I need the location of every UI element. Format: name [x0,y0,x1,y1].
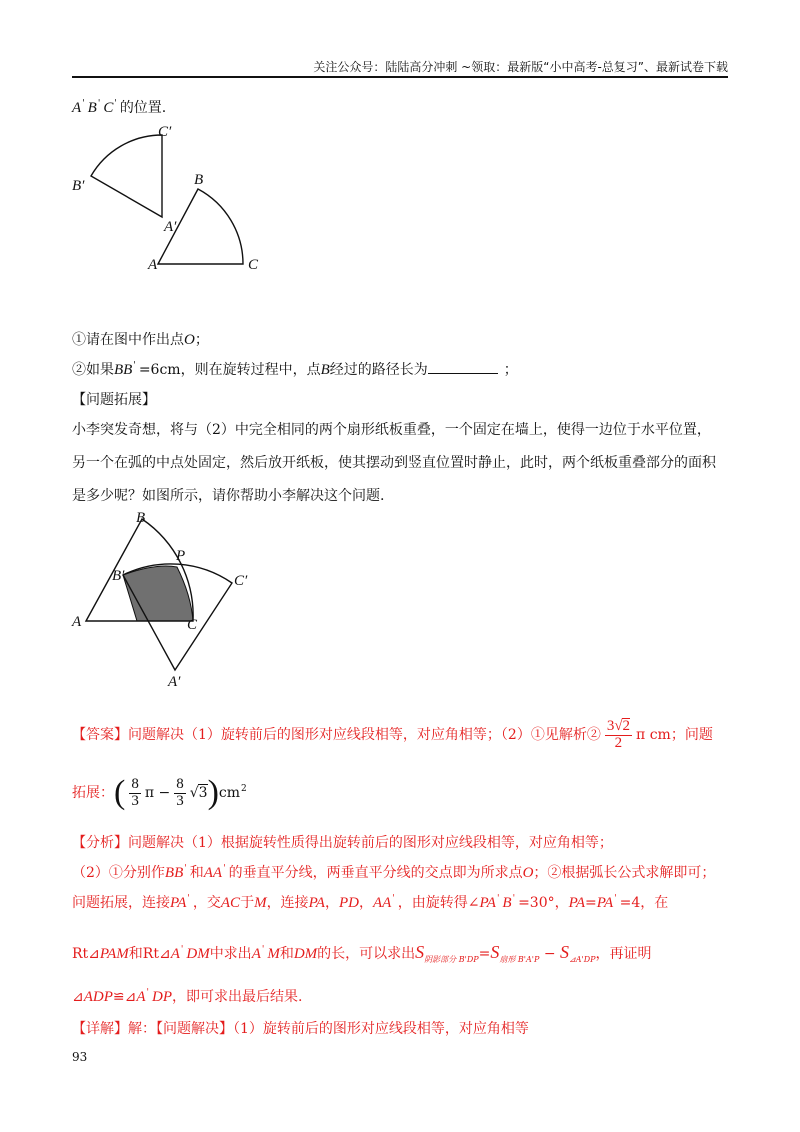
analysis-line-5: ⊿ADP≌⊿A' DP，即可求出最后结果. [72,988,303,1005]
analysis-line-2: （2）①分别作BB' 和AA' 的垂直平分线，两垂直平分线的交点即为所求点O；②根据弧长公式求解即可； [72,864,716,881]
label-a-prime: A′ [168,674,181,690]
label-c-prime: C′ [158,124,172,140]
header-rule [72,76,728,78]
expand-p3: 是多少呢？如图所示，请你帮助小李解决这个问题. [72,488,385,504]
figure-2-overlap [60,505,280,690]
analysis-line-3: 问题拓展，连接PA' ，交AC于M，连接PA，PD，AA' ，由旋转得∠PA' B' =30°，PA=PA' =4，在 [72,894,669,911]
label-c-prime: C′ [234,573,248,589]
analysis-line-4: Rt⊿PAM和Rt⊿A' DM中求出A' M和DM的长，可以求出$S_{阴影部分 B'DP}=S_{扇形 B'A'P} - S_{⊿A'DP}$，再证明 [72,942,652,964]
label-a: A [72,614,82,630]
sector-rotated [91,135,162,217]
label-b-prime: B′ [112,568,125,584]
label-b: B [136,510,146,526]
label-c: C [248,257,259,273]
expand-p1: 小李突发奇想，将与（2）中完全相同的两个扇形纸板重叠，一个固定在墙上，使得一边位于水平位置， [72,422,711,438]
answer-line-1: 【答案】问题解决（1）旋转前后的图形对应线段相等，对应角相等；（2）①见解析② $\frac{3√2}{2}$ π cm；问题 [72,718,713,751]
question-2: ②如果BB' =6cm，则在旋转过程中，点B经过的路径长为 ； [72,361,518,378]
label-b: B [194,172,204,188]
expand-title: 【问题拓展】 [72,392,156,408]
label-a-prime: A′ [164,219,177,235]
var-a: A [72,100,82,116]
label-b-prime: B′ [72,178,85,194]
page-header: 关注公众号：陆陆高分冲刺 ~领取：最新版“小中高考-总复习”、最新试卷下载 [313,60,728,74]
expand-p2: 另一个在弧的中点处固定，然后放开纸板，使其摆动到竖直位置时静止，此时，两个纸板重叠部分的面积 [72,455,716,471]
label-c: C [187,617,198,633]
detail-line: 【详解】解：【问题解决】（1）旋转前后的图形对应线段相等，对应角相等 [72,1021,529,1037]
figure-1-sectors [60,118,280,278]
answer-blank [428,361,498,374]
analysis-line-1: 【分析】问题解决（1）根据旋转性质得出旋转前后的图形对应线段相等，对应角相等； [72,835,613,851]
answer-line-2: 拓展：( $\frac{8}{3}$ π − $\frac{8}{3}$ $√3)cm^2$ [72,774,247,811]
intro-line: A' B' C' 的位置. [72,99,167,116]
label-p: P [176,548,186,564]
var-b: B [87,100,97,116]
question-1: ①请在图中作出点O； [72,332,209,348]
fraction-answer: $\frac{3√2}{2}$ [606,718,631,751]
var-c: C [103,100,114,116]
label-a: A [148,257,158,273]
page-number: 93 [72,1050,88,1064]
